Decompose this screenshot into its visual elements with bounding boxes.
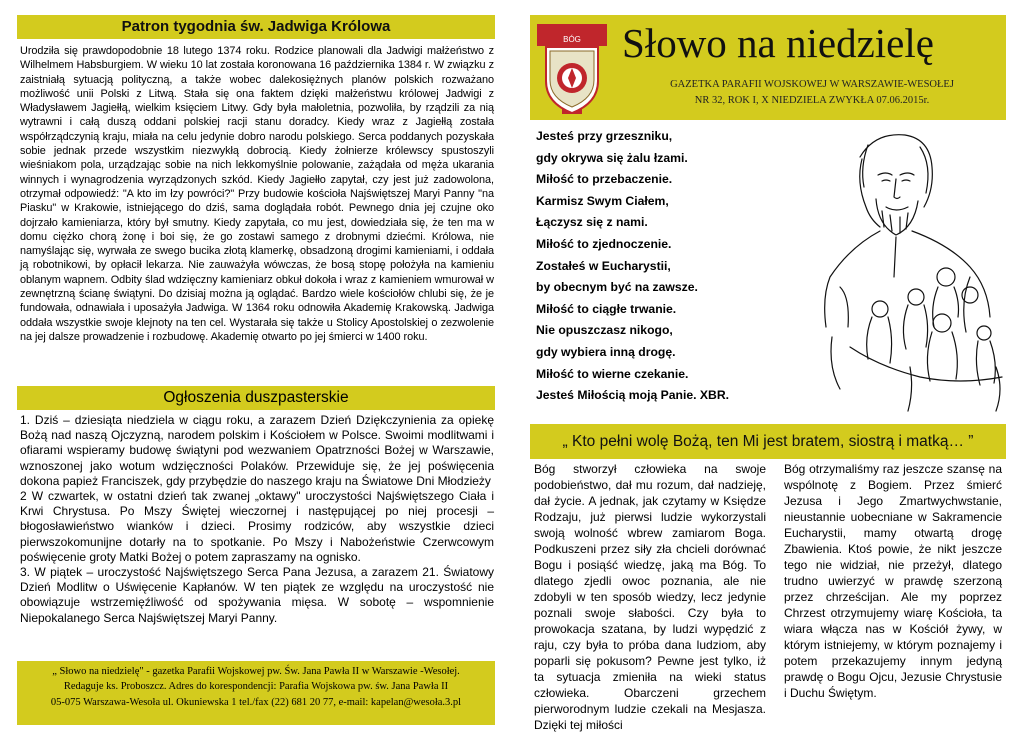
poem-line: Miłość to ciągłe trwanie. [536,301,677,316]
poem-line: Zostałeś w Eucharystii, [536,258,671,273]
masthead-subtitle: GAZETKA PARAFII WOJSKOWEJ W WARSZAWIE-WESOŁEJ [670,79,954,90]
patron-title: Patron tygodnia św. Jadwiga Królowa [17,15,495,39]
poem [536,126,826,407]
poem-line: Jesteś przy grzeszniku, [536,129,673,143]
announcement-item: 1. Dziś – dziesiąta niedziela w ciągu roku, a zarazem Dzień Dziękczynienia za opiekę Bożą nad naszą Ojczyzną, narodem polskim i Kościołem w Polsce. Swoimi modlitwami i ofiarami wspieramy budowę świątyni pod wezwaniem Opatrzności Bożej w Warszawie, wznoszonej jako wotum wdzięczności Polaków. Przewiduje się, że jej poświęcenia dokona papież Franciszek, gdy przybędzie do naszego kraju na Światowe Dni Młodzieży [20,413,494,488]
poem-line: Miłość to przebaczenie. [536,172,673,187]
poem-line: Miłość to wierne czekanie. [536,366,689,381]
announcements-title: Ogłoszenia duszpasterskie [17,386,495,410]
footer-line: Redaguje ks. Proboszcz. Adres do korespondencji: Parafia Wojskowa pw. św. Jana Pawła II [63,681,449,693]
emblem-text: BÓG [563,35,581,44]
poem-line: gdy wybiera inną drogę. [536,344,676,359]
footer-line: „ Słowo na niedzielę" - gazetka Parafii Wojskowej pw. Św. Jana Pawła II w Warszawie -Wesołej. [52,666,460,677]
announcements-text [20,413,494,626]
masthead [530,15,1006,120]
poem-line: gdy okrywa się żalu łzami. [536,150,688,165]
poem-line: by obecnym być na zawsze. [536,280,698,295]
footer-line: 05-075 Warszawa-Wesoła ul. Okuniewska 1 tel./fax (22) 681 20 77, e-mail: kapelan@wesoła.3.pl [50,696,462,708]
military-cross-emblem-icon [536,23,608,115]
right-column [530,15,1006,732]
article-column-1: Bóg stworzył człowieka na swoje podobieństwo, dał mu rozum, dał nadzieję, dał życie. A jednak, jak czytamy w Księdze Rodzaju, już pierwsi ludzie wykorzystali swoją wolność wbrew zamiarom Boga. Podkuszeni przez siły zła chcieli dorównać Bogu i posiąść wiedzę, jaką ma Bóg. To dlatego zjedli owoc poznania, ale nie zdobyli w ten sposób wiedzy, lecz jedynie poznali swoje słabości. Czy była to prowokacja szatana, by ludzi wypędzić z raju, czy była to próba dana ludziom, aby poparli się pokusom? Pewne jest tylko, iż ta sytuacja zmieniła na wieki status człowieka. Obarczeni grzechem pierworodnym ludzie czekali na Mesjasza. Dzięki tej miłości [534,462,766,732]
poem-line: Jesteś Miłością moją Panie. XBR. [536,388,730,403]
poem-line: Karmisz Swym Ciałem, [536,193,669,208]
announcement-item: 2 W czwartek, w ostatni dzień tak zwanej „oktawy" uroczystości Najświętszego Ciała i Krwi Chrystusa. Po Mszy Świętej wieczornej i następującej po niej procesji – błogosławieństwo wianków i dzieci. Prosimy rodziców, aby wszystkie dzieci pierwszokomunijne dotarły na to spotkanie. Po Mszy i Nabożeństwie Czerwcowym poświęcenie groty Matki Bożej o potem zapraszamy na ognisko. [20,489,494,564]
quote-banner: „ Kto pełni wolę Bożą, ten Mi jest bratem, siostrą i matką… ” [530,424,1006,459]
poem-line: Łączysz się z nami. [536,215,648,230]
article-column-2: Bóg otrzymaliśmy raz jeszcze szansę na wspólnotę z Bogiem. Przez śmierć Jezusa i Jego Zmartwychwstanie, nieustannie uobecniane w Sakramencie Eucharystii, mamy otwartą drogę Zbawienia. Ktoś powie, że nikt jeszcze tego nie widział, nie przeżył, dlatego trudno uwierzyć w prawdę szerzoną przez chrześcijan. Ale my poprzez Chrzest otrzymujemy wiarę Kościoła, ta wiara włącza nas w Kościół żywy, w którym istniejemy, w którym poznajemy i potem przekazujemy innym jedyną prawdę o Bogu Ojcu, Jezusie Chrystusie i Duchu Świętym. [784,462,1002,700]
patron-text: Urodziła się prawdopodobnie 18 lutego 1374 roku. Rodzice planowali dla Jadwigi małżeństwo z Wilhelmem Habsburgiem. W wieku 10 lat została koronowana 16 października 1384 r. W związku z zaistniałą sytuacją polityczną, a także wobec dalekosiężnych planów polskich rozważano możliwość unii Polski z Litwą. Stała się ona faktem dzięki małżeństwu królowej Jadwigi z Władysławem Jagiełłą, wielkim księciem Litwy. Gdy była małoletnia, pozwoliła, by rządzili za nią wytrawni i całą duszą oddani polskiej racji stanu doradcy. Kiedy wraz z Jagiełłą została współrządczynią kraju, miała na celu jedynie dobro narodu polskiego. Serca poddanych pozyskała sobie jednak przede wszystkim niezwykłą dobrocią. Kiedy żołnierze królewscy spustoszyli wieśniakom pola, urządzając sobie na nich lekkomyślnie polowanie, zażądała od męża ukarania winnych i wynagrodzenia wyrządzonych szkód. Kiedy Jagiełło zapytał, czy jest już zadowolona, otrzymał odpowiedź: "A kto im łzy powróci?" Przy budowie kościoła Najświętszej Maryi Panny "na Piasku" w Krakowie, istniejącego do dziś, sama doglądała robót. Pewnego dnia jej czujne oko dojrzało kamieniarza, który był smutny. Kiedy zapytała, co mu jest, dowiedziała się, że ten ma w domu ciężko chorą żonę i boi się, że go zostawi samego z drobnymi dziećmi. Królowa, nie namyślając się, wyrwała ze swego bucika złotą klamerkę, obsadzoną drogimi kamieniami, i oddała ją robotnikowi, by opłacił lekarza. Nie zauważyła wówczas, że bosą stopę położyła na kamieniu oblanym wapnem. Odbity ślad wdzięczny kamieniarz obkuł dokoła i wraz z kamieniem wmurował w zewnętrzną ścianę świątyni. Do dzisiaj można ją oglądać. Bardzo wiele kościołów chlubi się, że je fundowała, odnawiała i uposażyła Jadwiga. W 1364 roku odnowiła Akademię Krakowską. Jadwiga oddała wszystkie swoje klejnoty na ten cel. Wystarała się także u Stolicy Apostolskiej o zezwolenie na jej dalsze prowadzenie i rozbudowę. Akademię otwarto po jej śmierci w 1400 roku. [20,45,494,343]
issue-info: NR 32, ROK I, X NIEDZIELA ZWYKŁA 07.06.2015r. [694,95,930,106]
masthead-title: Słowo na niedzielę [622,20,934,66]
left-column [17,15,495,715]
poem-line: Nie opuszczasz nikogo, [536,323,673,338]
announcement-item: 3. W piątek – uroczystość Najświętszego Serca Pana Jezusa, a zarazem 21. Światowy Dzień Modlitw o Uświęcenie Kapłanów. W ten piątek ze względu na uroczystość nie obowiązuje wstrzemięźliwość od spożywania mięsa. W sobotę – wspomnienie Niepokalanego Serca Najświętszej Maryi Panny. [20,565,494,625]
footer-box [17,661,495,725]
jesus-sketch-illustration [820,127,1006,419]
poem-line: Miłość to zjednoczenie. [536,236,672,251]
